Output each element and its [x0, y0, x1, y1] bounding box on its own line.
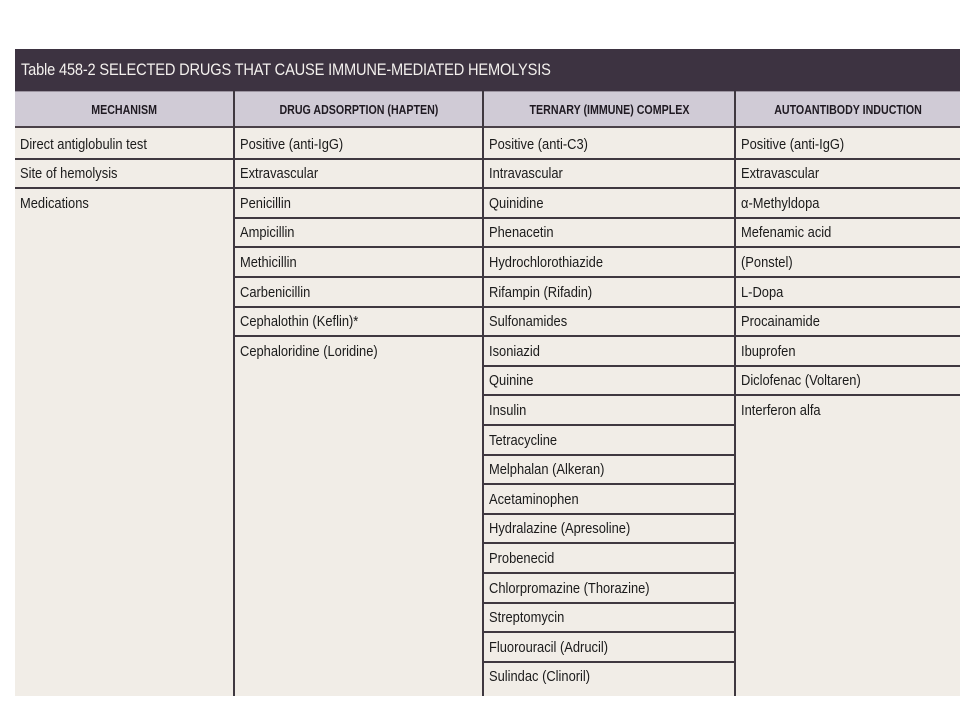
row-rule	[734, 246, 960, 248]
row-rule	[734, 335, 960, 337]
ternary-cell: Phenacetin	[489, 224, 554, 242]
ternary-cell: Isoniazid	[489, 342, 540, 360]
ternary-cell: Intravascular	[489, 165, 563, 183]
row-rule	[233, 187, 484, 189]
row-rule	[233, 276, 484, 278]
row-rule	[482, 276, 736, 278]
autoantibody-cell: Diclofenac (Voltaren)	[741, 372, 861, 390]
row-rule	[734, 394, 960, 396]
ternary-cell: Fluorouracil (Adrucil)	[489, 638, 609, 656]
hapten-cell: Extravascular	[240, 165, 319, 183]
row-rule	[482, 513, 736, 515]
row-rule	[482, 631, 736, 633]
ternary-cell: Chlorpromazine (Thorazine)	[489, 579, 650, 597]
row-rule	[482, 542, 736, 544]
row-rule	[482, 365, 736, 367]
table-page	[15, 49, 960, 696]
row-rule	[482, 394, 736, 396]
row-rule	[482, 572, 736, 574]
row-rule	[482, 158, 736, 160]
hapten-cell: Cephalothin (Keflin)*	[240, 313, 359, 331]
ternary-cell: Tetracycline	[489, 431, 558, 449]
ternary-cell: Streptomycin	[489, 609, 565, 627]
header-autoantibody-induction: AUTOANTIBODY INDUCTION	[774, 102, 922, 117]
mechanism-cell: Direct antiglobulin test	[20, 135, 147, 153]
table-title-bar	[15, 49, 960, 91]
ternary-cell: Quinidine	[489, 194, 544, 212]
ternary-cell: Quinine	[489, 372, 534, 390]
table-title: Table 458-2 SELECTED DRUGS THAT CAUSE IMMUNE-MEDIATED HEMOLYSIS	[21, 60, 551, 79]
ternary-cell: Sulfonamides	[489, 313, 568, 331]
hapten-cell: Positive (anti-IgG)	[240, 135, 344, 153]
autoantibody-cell: Extravascular	[741, 165, 820, 183]
row-rule	[233, 158, 484, 160]
row-rule	[482, 306, 736, 308]
mechanism-cell: Site of hemolysis	[20, 165, 118, 183]
header-ternary-complex: TERNARY (IMMUNE) COMPLEX	[529, 102, 689, 117]
hapten-cell: Ampicillin	[240, 224, 295, 242]
row-rule	[482, 424, 736, 426]
row-rule	[233, 246, 484, 248]
row-rule	[233, 217, 484, 219]
autoantibody-cell: Procainamide	[741, 313, 820, 331]
hapten-cell: Carbenicillin	[240, 283, 311, 301]
ternary-cell: Rifampin (Rifadin)	[489, 283, 593, 301]
ternary-cell: Probenecid	[489, 549, 555, 567]
row-rule	[233, 335, 484, 337]
row-rule	[734, 217, 960, 219]
autoantibody-cell: (Ponstel)	[741, 253, 793, 271]
hapten-cell: Methicillin	[240, 253, 297, 271]
row-rule	[15, 158, 233, 160]
row-rule	[734, 158, 960, 160]
ternary-cell: Hydralazine (Apresoline)	[489, 520, 631, 538]
autoantibody-cell: α-Methyldopa	[741, 194, 820, 212]
ternary-cell: Hydrochlorothiazide	[489, 253, 604, 271]
row-rule	[482, 661, 736, 663]
hapten-cell: Penicillin	[240, 194, 291, 212]
hapten-cell: Cephaloridine (Loridine)	[240, 342, 378, 360]
ternary-cell: Insulin	[489, 401, 527, 419]
header-drug-adsorption: DRUG ADSORPTION (HAPTEN)	[279, 102, 438, 117]
row-rule	[482, 217, 736, 219]
row-rule	[233, 306, 484, 308]
row-rule	[734, 306, 960, 308]
row-rule	[482, 246, 736, 248]
row-rule	[734, 187, 960, 189]
row-rule	[482, 335, 736, 337]
mechanism-cell: Medications	[20, 194, 89, 212]
ternary-cell: Positive (anti-C3)	[489, 135, 588, 153]
row-rule	[15, 187, 233, 189]
autoantibody-cell: Positive (anti-IgG)	[741, 135, 845, 153]
ternary-cell: Sulindac (Clinoril)	[489, 668, 591, 686]
autoantibody-cell: Mefenamic acid	[741, 224, 832, 242]
row-rule	[482, 602, 736, 604]
row-rule	[734, 276, 960, 278]
row-rule	[482, 187, 736, 189]
autoantibody-cell: Interferon alfa	[741, 401, 821, 419]
column-divider	[233, 91, 235, 696]
table-header-row	[15, 91, 960, 128]
row-rule	[482, 454, 736, 456]
row-rule	[734, 365, 960, 367]
ternary-cell: Acetaminophen	[489, 490, 579, 508]
autoantibody-cell: L-Dopa	[741, 283, 784, 301]
header-mechanism: MECHANISM	[91, 102, 157, 117]
row-rule	[482, 483, 736, 485]
autoantibody-cell: Ibuprofen	[741, 342, 796, 360]
ternary-cell: Melphalan (Alkeran)	[489, 461, 605, 479]
